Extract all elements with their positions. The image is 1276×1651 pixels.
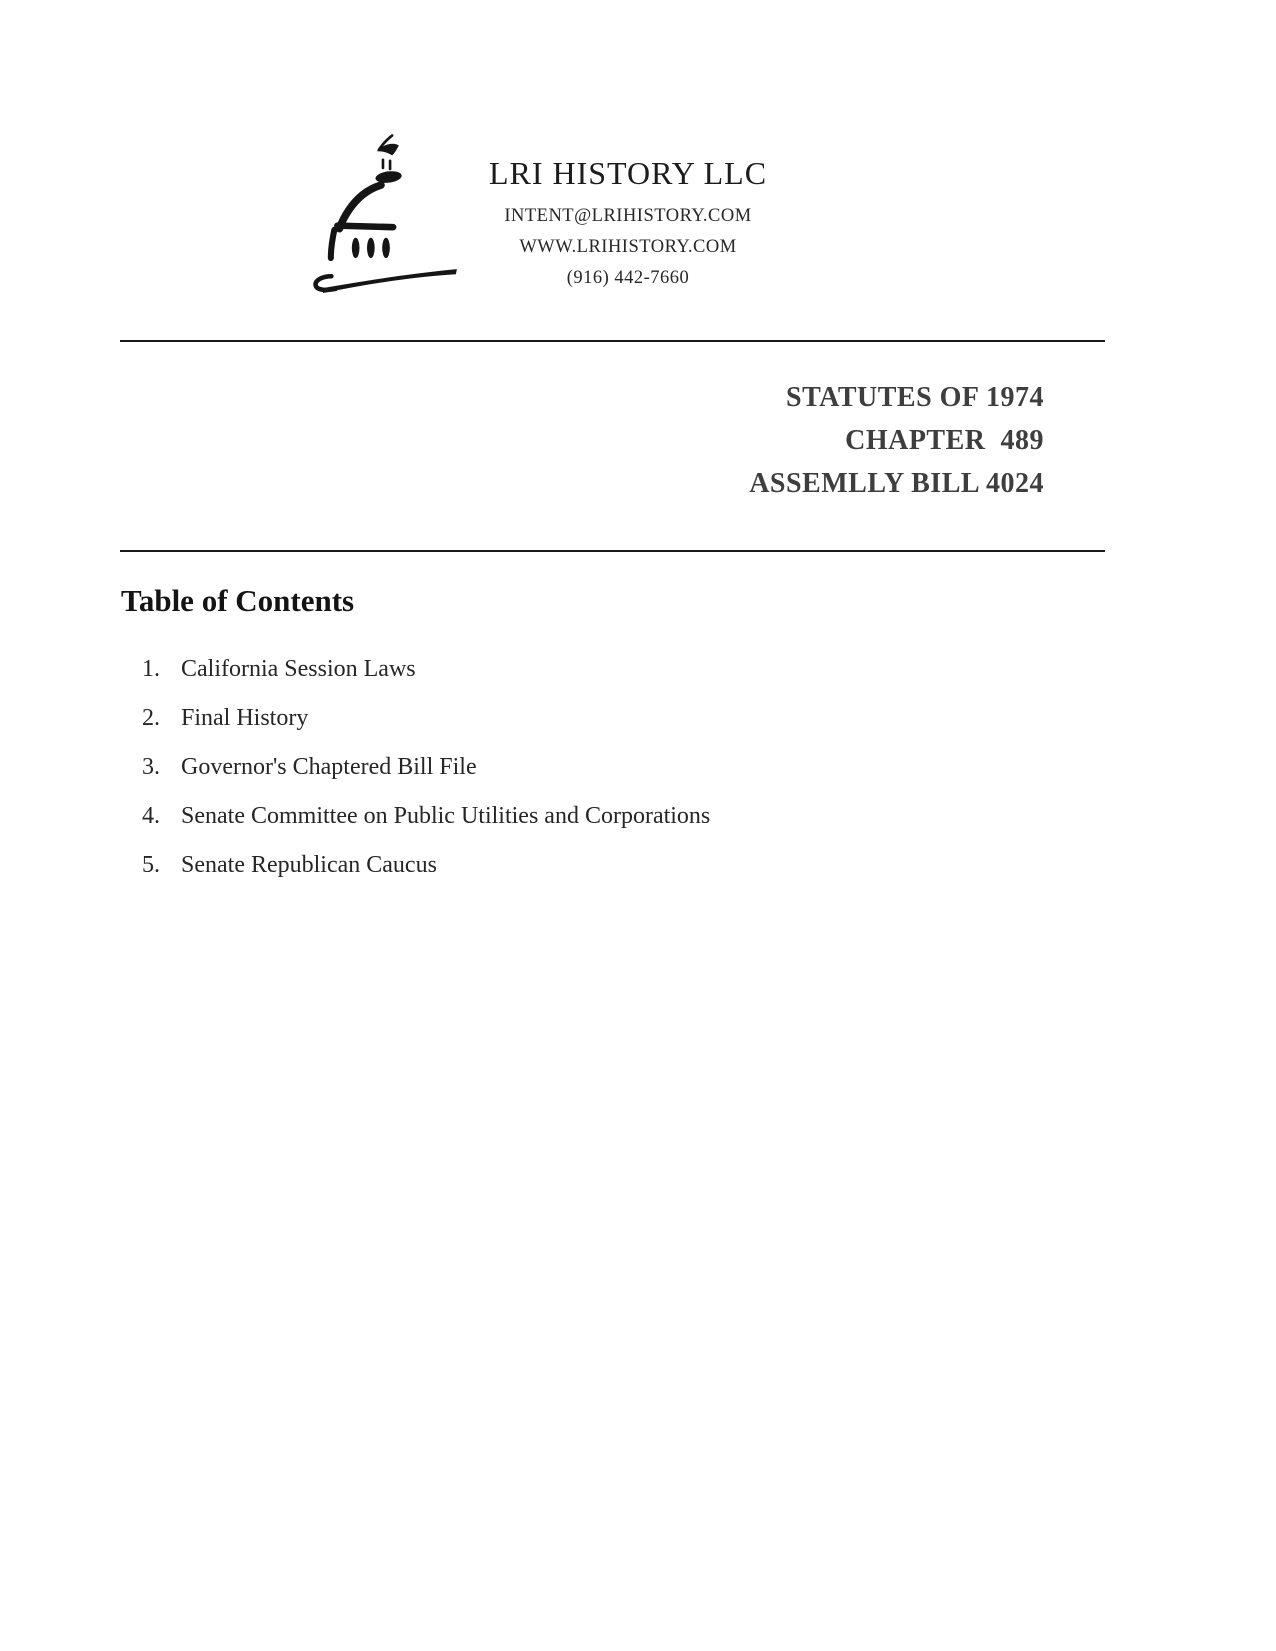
capitol-dome-sketch-icon [303, 130, 465, 298]
capitol-dome-logo [303, 130, 465, 298]
toc-item [142, 694, 1042, 743]
statutes-line-1: STATUTES OF 1974 [786, 382, 1044, 413]
website-line: WWW.LRIHISTORY.COM [519, 237, 737, 257]
divider-top [120, 340, 1105, 342]
contact-block [448, 201, 808, 294]
toc-item [142, 645, 1042, 694]
toc-list [142, 645, 1042, 890]
toc-heading: Table of Contents [121, 583, 355, 618]
statutes-line-3: ASSEMLLY BILL 4024 [749, 468, 1044, 499]
email-line: INTENT@LRIHISTORY.COM [504, 206, 752, 226]
toc-item-label: Senate Committee on Public Utilities and Corporations [181, 803, 711, 829]
toc-item-label: Governor's Chaptered Bill File [181, 754, 477, 780]
toc-item-number: 1. [142, 656, 160, 682]
toc-item [142, 841, 1042, 890]
toc-item-number: 5. [142, 852, 160, 878]
statutes-line-2: CHAPTER 489 [845, 425, 1044, 456]
toc-item-number: 4. [142, 803, 160, 829]
phone-line: (916) 442-7660 [566, 268, 690, 288]
toc-item [142, 792, 1042, 841]
divider-bottom [120, 550, 1105, 552]
toc-item-label: California Session Laws [181, 656, 416, 682]
statutes-title-block [749, 376, 1044, 505]
toc-item-number: 2. [142, 705, 160, 731]
toc-item-label: Final History [181, 705, 309, 731]
toc-item-number: 3. [142, 754, 160, 780]
toc-item [142, 743, 1042, 792]
toc-item-label: Senate Republican Caucus [181, 852, 437, 878]
company-name: LRI HISTORY LLC [488, 155, 768, 191]
letterhead [448, 154, 808, 294]
